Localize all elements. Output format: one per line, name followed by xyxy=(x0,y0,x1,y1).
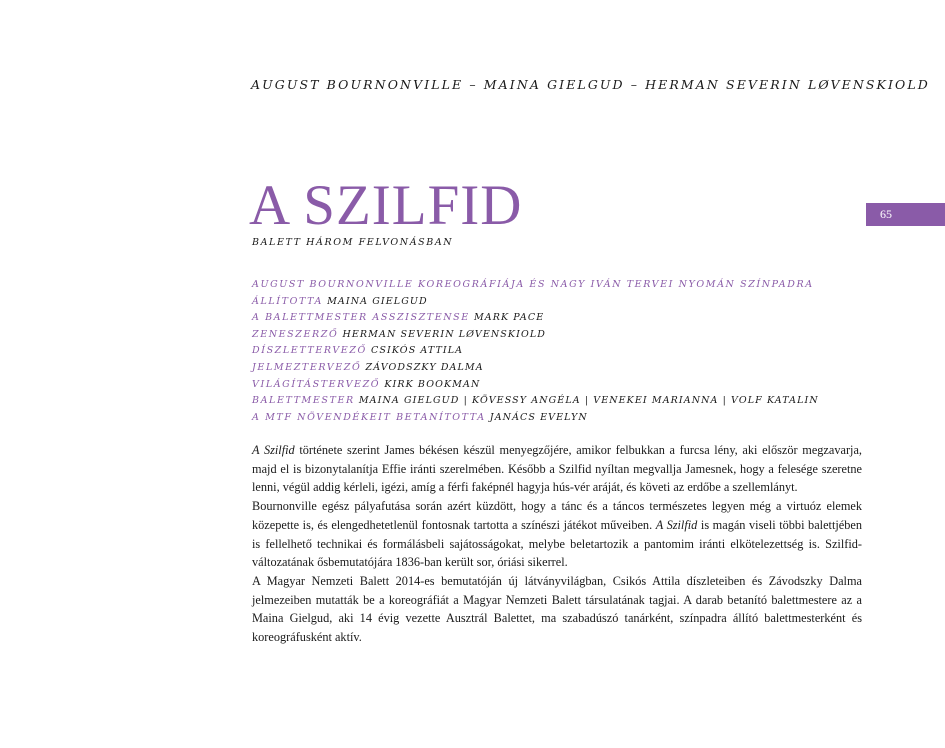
credit-role: ÁLLÍTOTTA xyxy=(252,295,323,307)
header-authors: AUGUST BOURNONVILLE – MAINA GIELGUD – HERMAN SEVERIN LØVENSKIOLD xyxy=(251,77,930,92)
page-number-tab xyxy=(866,203,945,226)
credits-list xyxy=(252,277,852,426)
page-subtitle: BALETT HÁROM FELVONÁSBAN xyxy=(252,237,454,248)
page-title: A SZILFID xyxy=(249,174,523,237)
paragraph xyxy=(252,441,862,497)
credit-line xyxy=(252,377,852,394)
credit-name: HERMAN SEVERIN LØVENSKIOLD xyxy=(342,328,546,340)
paragraph-text: A Magyar Nemzeti Balett 2014-es bemutatóján új látványvilágban, Csikós Attila díszleteiben és Závodszky Dalma jelmezeiben mutatták be a koreográfiát a Magyar Nemzeti Balett társulatának tagjai. A darab betanító balettmestere az a Maina Gielgud, aki 14 évig vezette Ausztrál Balettet, ma szabadúszó tanárként, színpadra állító balettmesterként és koreográfusként aktív. xyxy=(252,573,862,645)
credit-name: MAINA GIELGUD xyxy=(327,295,428,307)
credit-role: A BALETTMESTER ASSZISZTENSE xyxy=(252,312,470,324)
work-title-italic: A Szilfid xyxy=(252,443,295,457)
paragraph-text: Bournonville egész pályafutása során azért küzdött, hogy a tánc és a táncos természetes legyen még a virtuóz elemek közepette is, és elengedhetetlenül fontosnak tartotta a színészi játékot műveiben. xyxy=(252,499,862,532)
credit-line xyxy=(252,393,852,410)
credit-line xyxy=(252,410,852,427)
paragraph-text: is magán viseli többi balettjében is fellelhető technikai és formálásbeli sajátosságokat, melybe beletartozik a pantomim iránti elkötelezettség is. Szilfid-változatának ősbemutatójára 1836-ban került sor, óriási sikerrel. xyxy=(252,517,863,570)
credit-role: JELMEZTERVEZŐ xyxy=(252,361,362,373)
credit-role: ZENESZERZŐ xyxy=(252,328,339,340)
work-title-italic: A Szilfid xyxy=(655,517,698,532)
credit-name: KIRK BOOKMAN xyxy=(384,378,481,390)
credit-line xyxy=(252,360,852,377)
credit-name: JANÁCS EVELYN xyxy=(489,411,588,423)
credit-name: ZÁVODSZKY DALMA xyxy=(365,361,484,373)
credit-role: A MTF NÖVENDÉKEIT BETANÍTOTTA xyxy=(252,411,486,423)
paragraph-text: története szerint James békésen készül menyegzőjére, amikor felbukkan a furcsa lény, aki először megzavarja, majd el is bizonytalanítja Effie iránti szerelmében. Később a Szilfid nyíltan megvallja Jamesnek, hogy a felesége szeretne lenni, végül addig kérleli, igézi, amíg a férfi faképnél hagyja hús-vér aráját, és követi az erdőbe a szellemlányt. xyxy=(252,443,862,495)
credit-line xyxy=(252,277,852,294)
credit-line xyxy=(252,327,852,344)
credit-line xyxy=(252,310,852,327)
credit-line xyxy=(252,343,852,360)
paragraph xyxy=(252,497,862,572)
synopsis-body xyxy=(252,441,862,647)
credit-role: VILÁGÍTÁSTERVEZŐ xyxy=(252,378,381,390)
page-number: 65 xyxy=(880,207,892,221)
credit-role: DÍSZLETTERVEZŐ xyxy=(252,345,367,357)
credit-role: BALETTMESTER xyxy=(252,395,355,407)
credit-name: CSIKÓS ATTILA xyxy=(371,345,464,357)
credit-name: MARK PACE xyxy=(473,312,545,324)
paragraph xyxy=(252,572,862,647)
credit-line xyxy=(252,294,852,311)
credit-role: AUGUST BOURNONVILLE KOREOGRÁFIÁJA ÉS NAGY IVÁN TERVEI NYOMÁN SZÍNPADRA xyxy=(252,279,814,290)
credit-name: MAINA GIELGUD | KÖVESSY ANGÉLA | VENEKEI MARIANNA | VOLF KATALIN xyxy=(358,395,819,407)
